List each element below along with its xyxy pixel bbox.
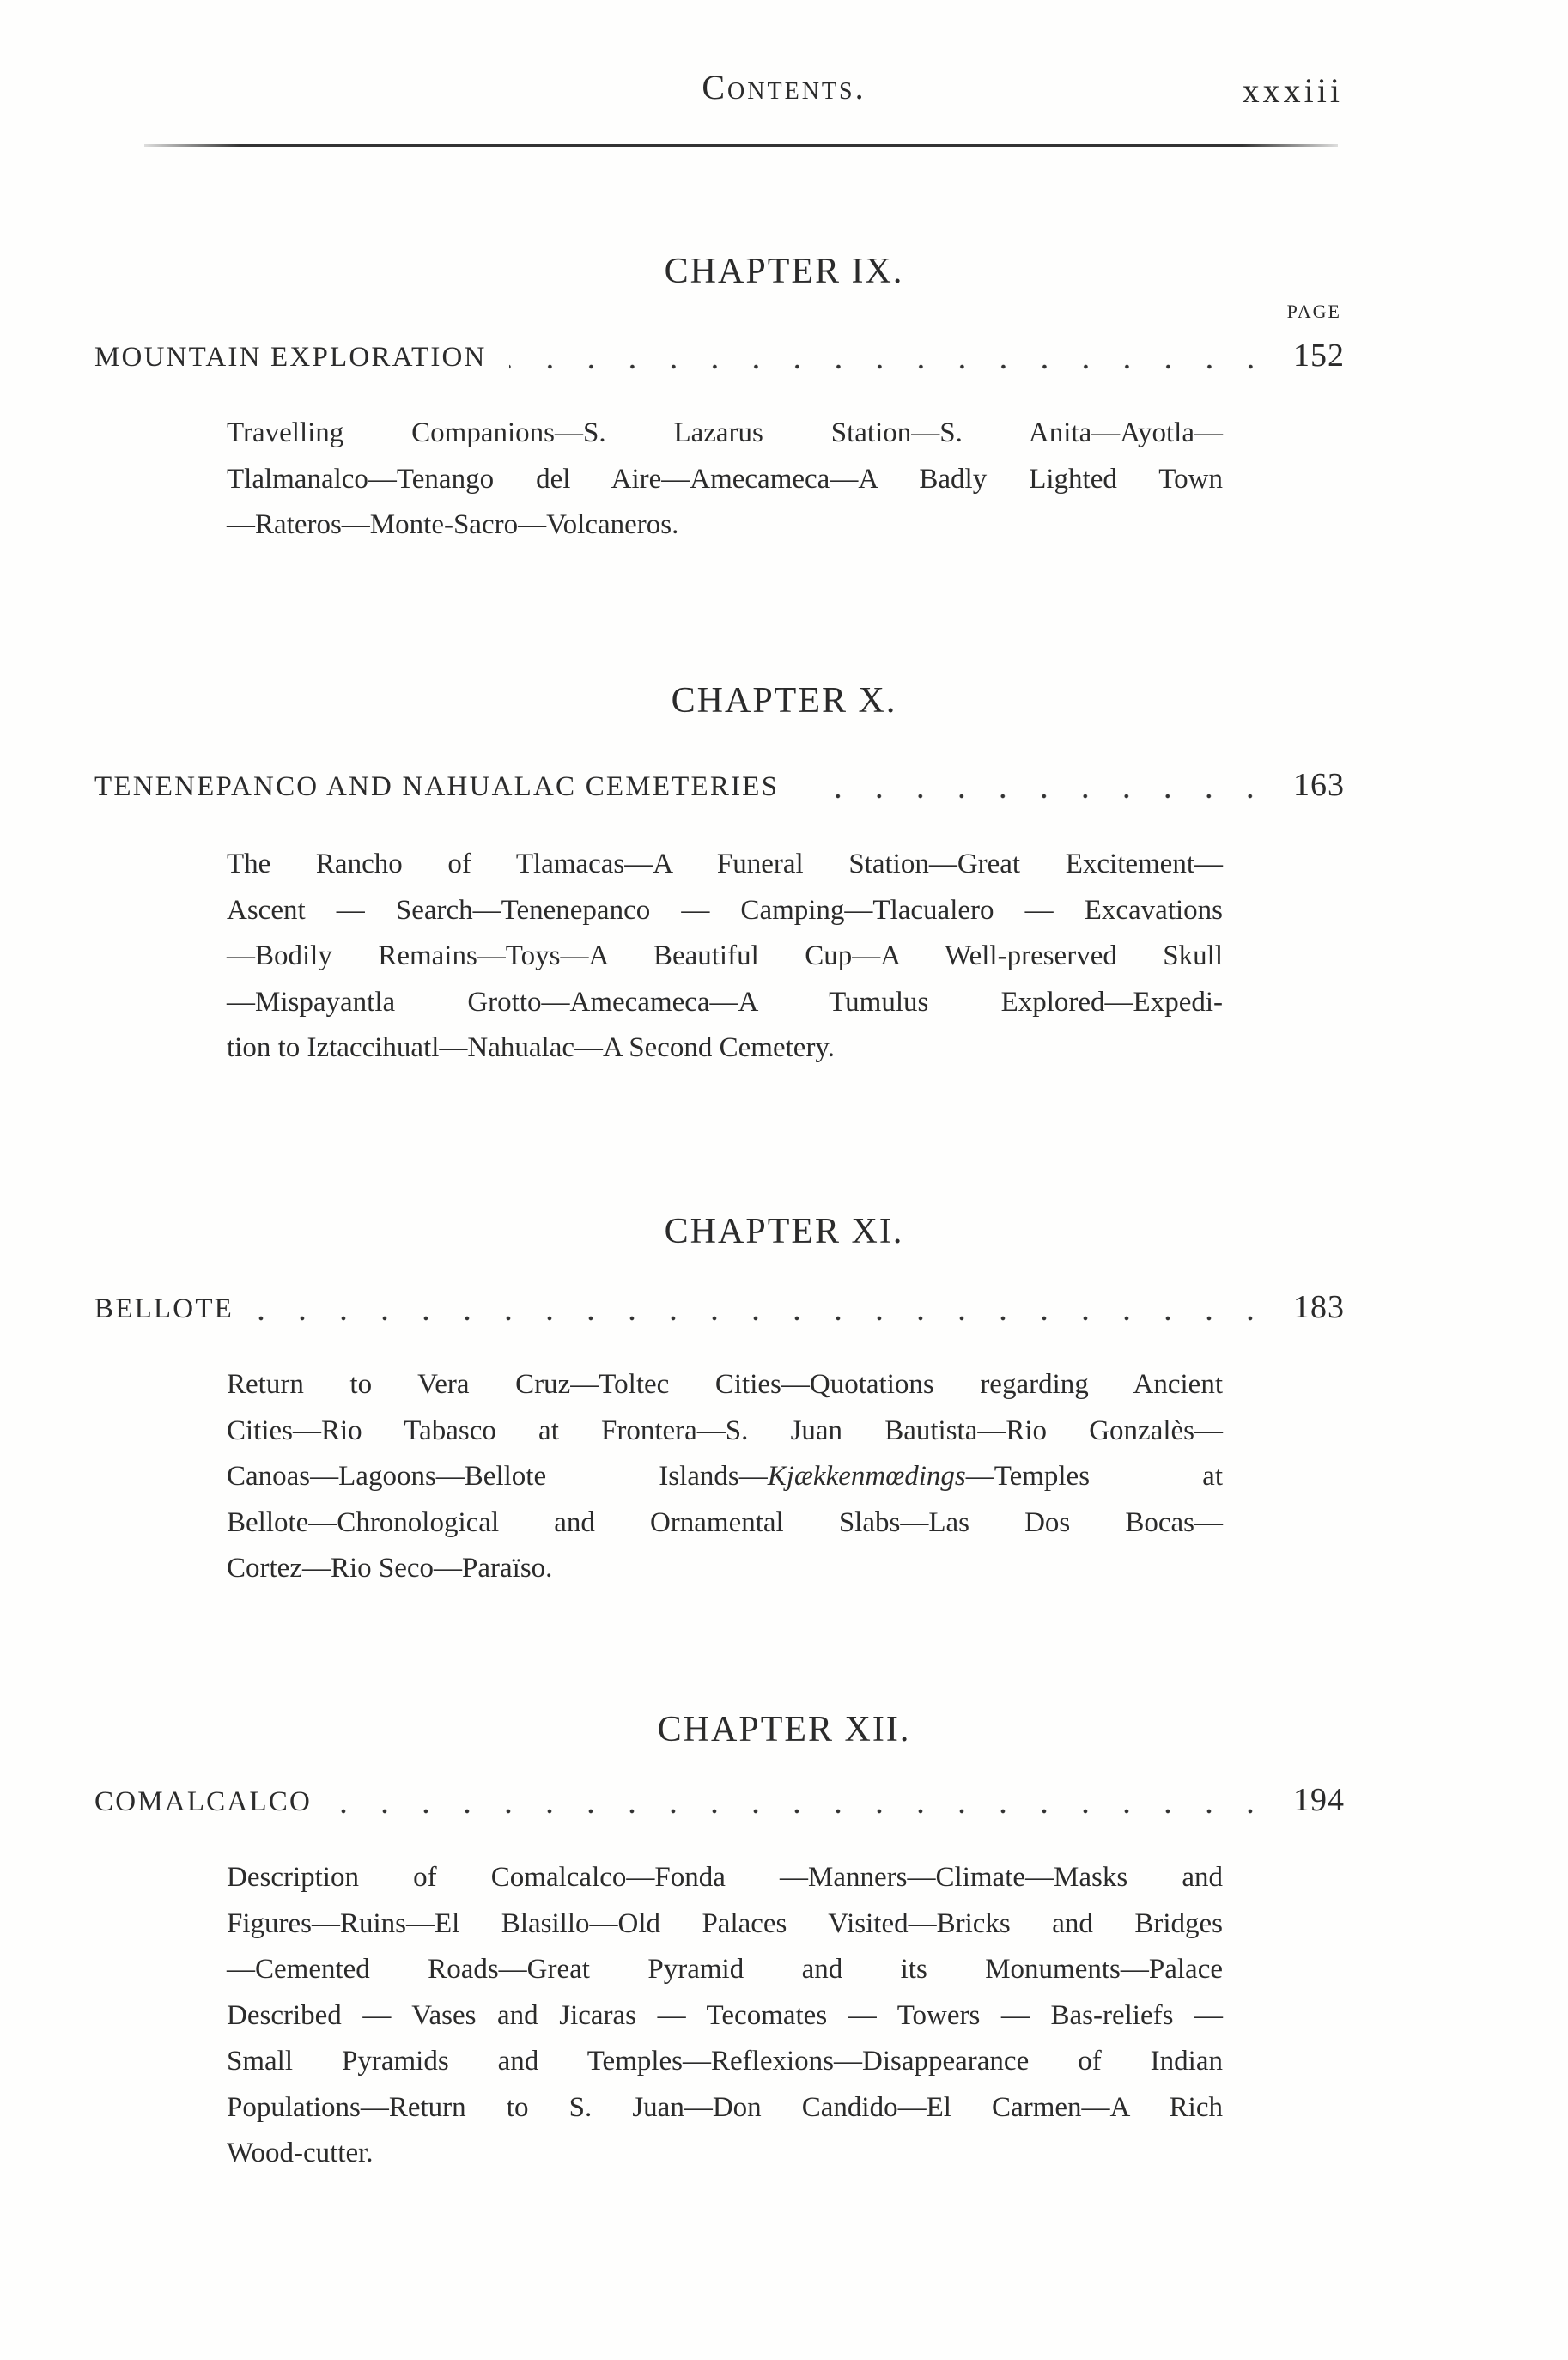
summary-fragment: Canoas—Lagoons—Bellote Islands— (227, 1461, 768, 1492)
chapter-xi-heading-block (0, 1211, 1568, 1252)
summary-line: The Rancho of Tlamacas—A Funeral Station—Great Excitement— (227, 849, 1223, 879)
chapter-page-number: 163 (1293, 767, 1345, 803)
chapter-ix-entry (94, 337, 1345, 380)
chapter-title: COMALCALCO (94, 1786, 313, 1817)
summary-italic-term: Kjækkenmœdings (767, 1461, 966, 1492)
summary-line: —Rateros—Monte-Sacro—Volcaneros. (227, 509, 679, 540)
summary-line: —Mispayantla Grotto—Amecameca—A Tumulus Explored—Expedi- (227, 986, 1223, 1018)
chapter-xii-summary (227, 1855, 1223, 2177)
chapter-xii-entry (94, 1781, 1345, 1824)
summary-line: —Cemented Roads—Great Pyramid and its Monuments—Palace (227, 1954, 1223, 1985)
summary-line: Tlalmanalco—Tenango del Aire—Amecameca—A Badly Lighted Town (227, 463, 1223, 495)
summary-fragment: —Temples at (965, 1461, 1223, 1492)
header-rule (144, 144, 1338, 147)
chapter-xi-entry (94, 1288, 1345, 1331)
chapter-page-number: 152 (1293, 338, 1345, 374)
summary-line: Figures—Ruins—El Blasillo—Old Palaces Visited—Bricks and Bridges (227, 1907, 1223, 1939)
dot-leader (509, 364, 1271, 369)
chapter-heading: CHAPTER XI. (664, 1212, 904, 1251)
chapter-title: TENENEPANCO AND NAHUALAC CEMETERIES (94, 771, 780, 802)
summary-line: Description of Comalcalco—Fonda —Manners—Climate—Masks and (227, 1862, 1223, 1893)
chapter-xii-heading-block (0, 1709, 1568, 1750)
summary-line: tion to Iztaccihuatl—Nahualac—A Second Cemetery. (227, 1032, 836, 1063)
dot-leader (801, 794, 1271, 799)
chapter-ix-heading-block (0, 251, 1568, 292)
summary-line: Described — Vases and Jicaras — Tecomates — Towers — Bas-reliefs — (227, 1999, 1223, 2031)
dot-leader (256, 1316, 1271, 1321)
chapter-page-number: 183 (1293, 1289, 1345, 1325)
summary-line: Cities—Rio Tabasco at Frontera—S. Juan Bautista—Rio Gonzalès— (227, 1414, 1223, 1446)
chapter-x-summary (227, 842, 1223, 1072)
summary-line: Wood-cutter. (227, 2138, 374, 2168)
chapter-title: MOUNTAIN EXPLORATION (94, 342, 487, 373)
page-column-label: PAGE (1286, 301, 1341, 322)
summary-line: Ascent — Search—Tenenepanco — Camping—Tlacualero — Excavations (227, 894, 1223, 926)
summary-line: Small Pyramids and Temples—Reflexions—Disappearance of Indian (227, 2046, 1223, 2077)
chapter-page-number: 194 (1293, 1782, 1345, 1818)
chapter-heading: CHAPTER X. (671, 681, 897, 721)
running-head (0, 67, 1568, 127)
chapter-xi-summary (227, 1362, 1223, 1592)
summary-line: Return to Vera Cruz—Toltec Cities—Quotations regarding Ancient (227, 1369, 1223, 1400)
chapter-heading: CHAPTER XII. (657, 1710, 911, 1749)
summary-line: Travelling Companions—S. Lazarus Station—S. Anita—Ayotla— (227, 417, 1223, 448)
summary-line: Bellote—Chronological and Ornamental Slabs—Las Dos Bocas— (227, 1506, 1223, 1538)
chapter-title: BELLOTE (94, 1293, 234, 1324)
running-title: Contents. (702, 68, 866, 106)
page-numeral: xxxiii (1242, 71, 1343, 110)
chapter-x-entry (94, 766, 1345, 809)
summary-line-mixed (227, 1454, 1223, 1500)
summary-line: —Bodily Remains—Toys—A Beautiful Cup—A Well-preserved Skull (227, 940, 1223, 971)
chapter-ix-summary (227, 411, 1223, 549)
chapter-x-heading-block (0, 680, 1568, 721)
chapter-heading: CHAPTER IX. (664, 252, 904, 291)
dot-leader (334, 1809, 1271, 1814)
summary-line: Populations—Return to S. Juan—Don Candido—El Carmen—A Rich (227, 2091, 1223, 2123)
summary-line: Cortez—Rio Seco—Paraïso. (227, 1553, 553, 1584)
